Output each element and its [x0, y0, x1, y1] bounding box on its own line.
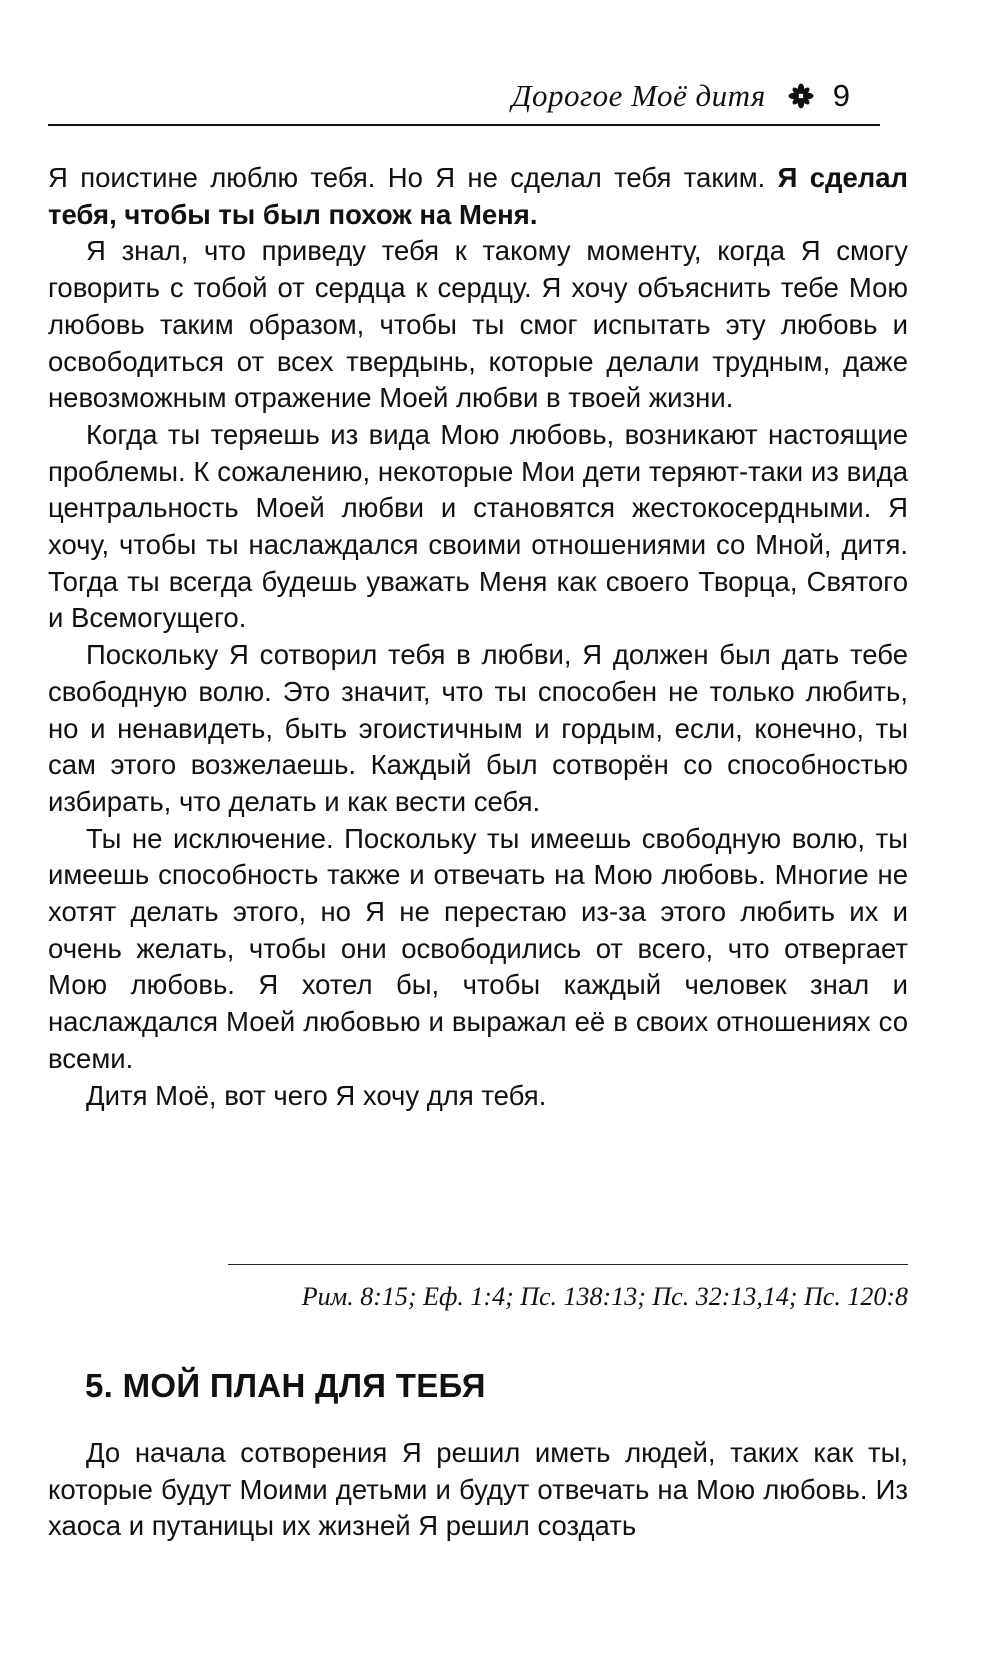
chapter-title: 5. МОЙ ПЛАН ДЛЯ ТЕБЯ	[85, 1367, 486, 1404]
chapter-paragraph-1: До начала сотворения Я решил иметь людей, таких как ты, которые будут Моими детьми и будут отвечать на Мою любовь. Из хаоса и путаницы их жизней Я решил создать	[48, 1437, 908, 1542]
paragraph-6: Дитя Моё, вот чего Я хочу для тебя.	[86, 1079, 547, 1111]
scripture-references: Рим. 8:15; Еф. 1:4; Пс. 138:13; Пс. 32:13,14; Пс. 120:8	[301, 1282, 908, 1311]
paragraph-1-lead: Я поистине люблю тебя. Но Я не сделал тебя таким.	[48, 162, 778, 193]
paragraph-4: Поскольку Я сотворил тебя в любви, Я должен был дать тебе свободную волю. Это значит, что ты способен не только любить, но и ненавидеть, быть эгоистичным и гордым, если, конечно, ты сам этого возжелаешь. Каждый был сотворён со способностью избирать, что делать и как вести себя.	[48, 639, 908, 817]
paragraph-5: Ты не исключение. Поскольку ты имеешь свободную волю, ты имеешь способность также и отвечать на Мою любовь. Многие не хотят делать этого, но Я не перестаю из-за этого любить их и очень желать, чтобы они освободились от всего, что отвергает Мою любовь. Я хотел бы, чтобы каждый человек знал и наслаждался Моей любовью и выражал её в своих отношениях со всеми.	[48, 822, 908, 1074]
page-number: 9	[832, 78, 850, 113]
book-title: Дорогое Моё дитя	[511, 78, 766, 113]
paragraph-2: Я знал, что приведу тебя к такому моменту, когда Я смогу говорить с тобой от сердца к сердцу. Я хочу объяснить тебе Мою любовь таким образом, чтобы ты смог испытать эту любовь и освободиться от всех твердынь, которые делали трудным, даже невозможным отражение Моей любви в твоей жизни.	[48, 235, 908, 414]
references-divider	[228, 1264, 908, 1265]
running-header	[48, 78, 880, 126]
chapter-text	[48, 1435, 908, 1545]
paragraph-1-bold: Я сделал тебя, чтобы ты был похож на Меня.	[48, 162, 909, 230]
flower-ornament-icon	[788, 83, 814, 109]
main-text	[48, 160, 908, 1114]
paragraph-1	[48, 160, 908, 233]
paragraph-3: Когда ты теряешь из вида Мою любовь, возникают настоящие проблемы. К сожалению, некоторые Мои дети теряют-таки из вида центральность Моей любви и становятся жестокосердными. Я хочу, чтобы ты наслаждался своими отношениями со Мной, дитя. Тогда ты всегда будешь уважать Меня как своего Творца, Святого и Всемогущего.	[48, 418, 908, 634]
